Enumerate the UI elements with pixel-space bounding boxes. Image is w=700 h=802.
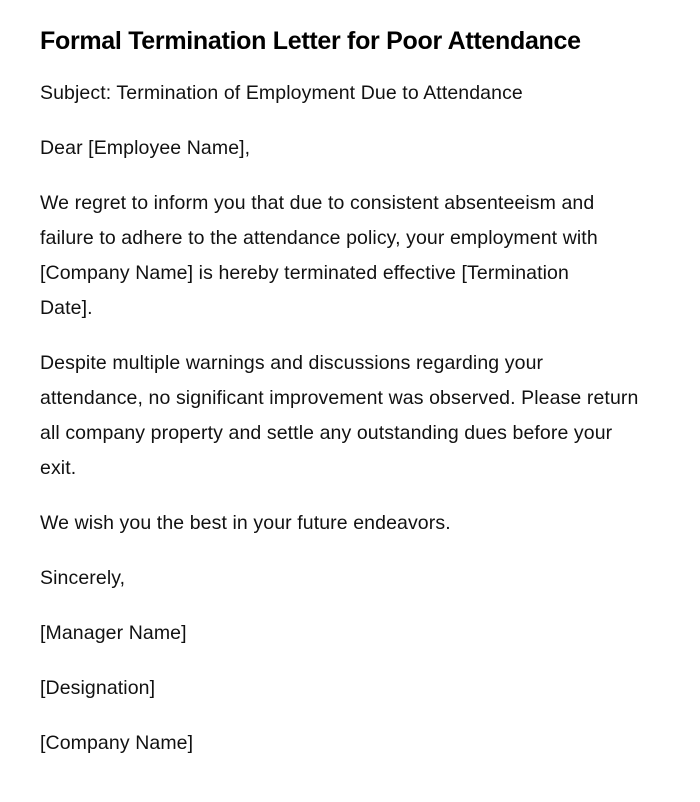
signature-company-name: [Company Name] <box>40 732 194 754</box>
signature-designation: [Designation] <box>40 677 156 699</box>
letter-body-paragraph-2: Despite multiple warnings and discussions regarding your attendance, no significant improvement was observed. Please return all company property and settle any outstanding dues before your exit. <box>40 352 639 479</box>
letter-body-paragraph-1: We regret to inform you that due to consistent absenteeism and failure to adhere to the attendance policy, your employment with [Company Name] is hereby terminated effective [Termination Date]. <box>40 192 598 319</box>
letter-title: Formal Termination Letter for Poor Attendance <box>40 27 581 55</box>
signature-manager-name: [Manager Name] <box>40 622 187 644</box>
letter-salutation: Dear [Employee Name], <box>40 137 251 159</box>
letter-subject: Subject: Termination of Employment Due to Attendance <box>40 82 523 104</box>
letter-closing: Sincerely, <box>40 567 126 589</box>
letter-body-paragraph-3: We wish you the best in your future endeavors. <box>40 512 451 534</box>
